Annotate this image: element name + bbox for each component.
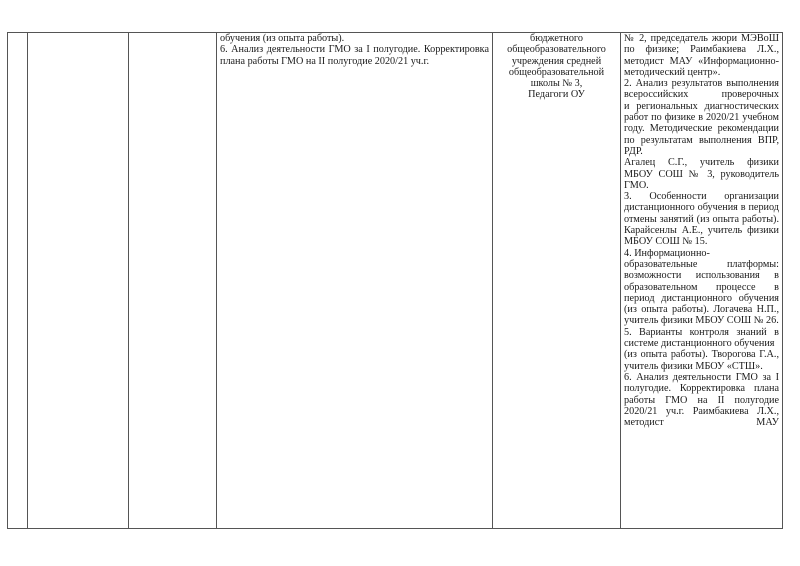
participants-line: бюджетного	[530, 33, 583, 44]
speakers-paragraph: 3. Особенности организации дистанционного обучения в период отмены занятий (из опыта работы). Карайсенлы А.Е., учитель физики МБОУ СОШ № 15.	[624, 191, 779, 248]
speakers-paragraph: № 2, председатель жюри МЭВоШ по физике; Раимбакиева Л.Х., методист МАУ «Информационно-методический центр».	[624, 33, 779, 78]
speakers-paragraph: (из опыта работы). Творогова Г.А., учитель физики МБОУ «СТШ».	[624, 349, 779, 372]
cell-format	[129, 33, 217, 529]
cell-number	[8, 33, 28, 529]
cell-date	[28, 33, 129, 529]
speakers-paragraph: Агалец С.Г., учитель физики МБОУ СОШ № 3, руководитель ГМО.	[624, 157, 779, 191]
cell-speakers	[621, 33, 783, 529]
speakers-paragraph: образовательные платформы: возможности использования в образовательном процессе в период дистанционного обучения (из опыта работы). Логачева Н.П., учитель физики МБОУ СОШ № 26.	[624, 258, 779, 327]
speakers-paragraph: 2. Анализ результатов выполнения всероссийских проверочных	[624, 78, 779, 101]
participants-line: школы № 3,	[530, 78, 583, 90]
participants-line: Педагоги ОУ	[528, 89, 585, 101]
table-row	[8, 33, 783, 529]
speakers-paragraph: и региональных диагностических работ по физике в 2020/21 учебном году. Методические рекомендации по результатам выполнения ВПР, РДР.	[624, 100, 779, 157]
events-table	[7, 32, 783, 529]
speakers-paragraph: 6. Анализ деятельности ГМО за I полугодие. Корректировка плана работы ГМО на II полугодие 2020/21 уч.г. Раимбакиева Л.Х., методист МАУ	[624, 371, 779, 429]
plan-line: обучения (из опыта работы).	[220, 33, 345, 44]
speakers-paragraph: 4. Информационно-	[624, 247, 710, 259]
cell-participants	[493, 33, 621, 529]
participants-line: общеобразовательной	[508, 66, 605, 78]
participants-line: общеобразовательного	[507, 44, 606, 56]
cell-plan	[217, 33, 493, 529]
speakers-paragraph: 5. Варианты контроля знаний в системе дистанционного обучения	[624, 326, 779, 350]
plan-line: 6. Анализ деятельности ГМО за I полугодие. Корректировка плана работы ГМО на II полугодие 2020/21 уч.г.	[220, 44, 489, 67]
participants-line: учреждения средней	[511, 55, 602, 67]
